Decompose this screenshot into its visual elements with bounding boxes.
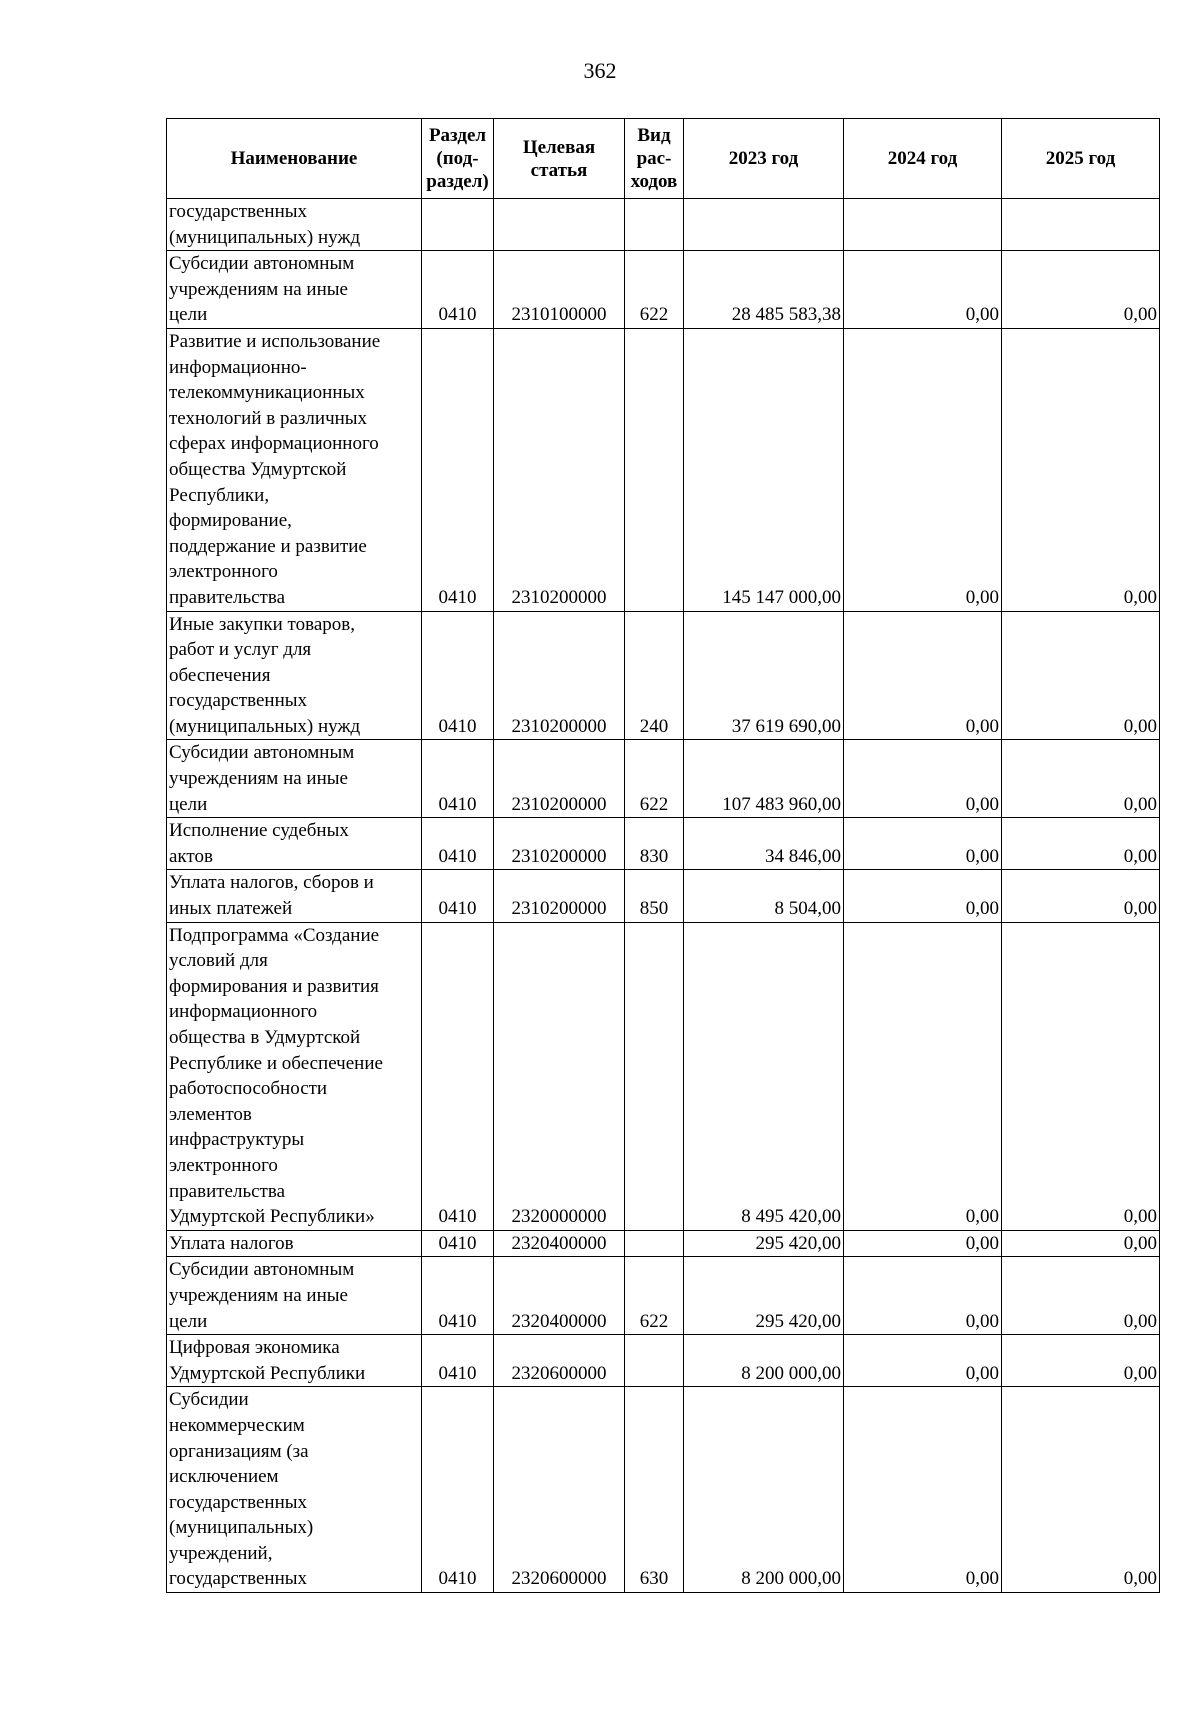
header-section: Раздел (под- раздел): [422, 119, 494, 199]
cell-2024: 0,00: [844, 1230, 1002, 1257]
cell-2025: 0,00: [1002, 818, 1160, 870]
table-row: [167, 1257, 1160, 1335]
cell-section: 0410: [422, 251, 494, 329]
cell-2025: 0,00: [1002, 251, 1160, 329]
header-2024: 2024 год: [844, 119, 1002, 199]
cell-kind: 850: [625, 870, 684, 922]
cell-section: 0410: [422, 1387, 494, 1593]
page-number: 362: [583, 58, 617, 83]
cell-2023: 37 619 690,00: [684, 611, 844, 740]
cell-section: 0410: [422, 870, 494, 922]
cell-name: Субсидии автономным учреждениям на иные цели: [167, 251, 422, 329]
cell-target: 2310100000: [494, 251, 625, 329]
cell-2023: 295 420,00: [684, 1257, 844, 1335]
table-row: [167, 328, 1160, 611]
cell-2023: 34 846,00: [684, 818, 844, 870]
cell-2024: 0,00: [844, 922, 1002, 1230]
cell-target: 2320400000: [494, 1230, 625, 1257]
cell-kind: [625, 922, 684, 1230]
cell-section: 0410: [422, 1335, 494, 1387]
cell-section: 0410: [422, 740, 494, 818]
cell-2025: 0,00: [1002, 740, 1160, 818]
cell-2023: 8 495 420,00: [684, 922, 844, 1230]
cell-2025: 0,00: [1002, 1257, 1160, 1335]
table-row: [167, 922, 1160, 1230]
cell-name: Субсидии автономным учреждениям на иные цели: [167, 1257, 422, 1335]
cell-2024: 0,00: [844, 870, 1002, 922]
table-row: [167, 199, 1160, 251]
cell-2024: [844, 199, 1002, 251]
table-row: [167, 251, 1160, 329]
table-row: [167, 1230, 1160, 1257]
cell-kind: 622: [625, 740, 684, 818]
header-2023: 2023 год: [684, 119, 844, 199]
table-row: [167, 818, 1160, 870]
cell-kind: 622: [625, 251, 684, 329]
cell-kind: 240: [625, 611, 684, 740]
cell-2023: 295 420,00: [684, 1230, 844, 1257]
cell-target: [494, 199, 625, 251]
cell-kind: [625, 1230, 684, 1257]
cell-name: Цифровая экономика Удмуртской Республики: [167, 1335, 422, 1387]
cell-section: 0410: [422, 1257, 494, 1335]
cell-2025: 0,00: [1002, 328, 1160, 611]
cell-2024: 0,00: [844, 611, 1002, 740]
header-2025: 2025 год: [1002, 119, 1160, 199]
cell-target: 2320000000: [494, 922, 625, 1230]
cell-target: 2310200000: [494, 818, 625, 870]
cell-2024: 0,00: [844, 818, 1002, 870]
cell-name: государственных (муниципальных) нужд: [167, 199, 422, 251]
cell-target: 2310200000: [494, 611, 625, 740]
cell-2025: 0,00: [1002, 870, 1160, 922]
cell-2023: 107 483 960,00: [684, 740, 844, 818]
cell-kind: 622: [625, 1257, 684, 1335]
cell-2025: 0,00: [1002, 611, 1160, 740]
table-row: [167, 870, 1160, 922]
cell-2023: 8 200 000,00: [684, 1335, 844, 1387]
table-header-row: [167, 119, 1160, 199]
cell-section: 0410: [422, 328, 494, 611]
cell-section: 0410: [422, 922, 494, 1230]
header-name: Наименование: [167, 119, 422, 199]
cell-name: Уплата налогов: [167, 1230, 422, 1257]
cell-kind: [625, 328, 684, 611]
cell-2025: 0,00: [1002, 1387, 1160, 1593]
cell-2025: [1002, 199, 1160, 251]
cell-2023: 8 504,00: [684, 870, 844, 922]
cell-name: Субсидии автономным учреждениям на иные цели: [167, 740, 422, 818]
cell-kind: [625, 1335, 684, 1387]
header-kind: Вид рас- ходов: [625, 119, 684, 199]
cell-kind: 630: [625, 1387, 684, 1593]
header-target: Целевая статья: [494, 119, 625, 199]
cell-section: 0410: [422, 611, 494, 740]
table-row: [167, 1335, 1160, 1387]
cell-2024: 0,00: [844, 740, 1002, 818]
cell-2023: [684, 199, 844, 251]
table-row: [167, 1387, 1160, 1593]
cell-name: Субсидии некоммерческим организациям (за исключением государственных (муниципальных) учреждений, государственных: [167, 1387, 422, 1593]
cell-target: 2310200000: [494, 740, 625, 818]
cell-name: Уплата налогов, сборов и иных платежей: [167, 870, 422, 922]
cell-kind: [625, 199, 684, 251]
cell-2024: 0,00: [844, 1335, 1002, 1387]
cell-2025: 0,00: [1002, 1230, 1160, 1257]
cell-2025: 0,00: [1002, 922, 1160, 1230]
cell-2023: 8 200 000,00: [684, 1387, 844, 1593]
cell-name: Развитие и использование информационно- телекоммуникационных технологий в различных сферах информационного общества Удмуртской Республики, формирование, поддержание и развитие электронного правительства: [167, 328, 422, 611]
cell-target: 2320400000: [494, 1257, 625, 1335]
cell-2023: 145 147 000,00: [684, 328, 844, 611]
cell-section: 0410: [422, 1230, 494, 1257]
cell-2024: 0,00: [844, 1387, 1002, 1593]
table-row: [167, 611, 1160, 740]
cell-2024: 0,00: [844, 1257, 1002, 1335]
cell-target: 2320600000: [494, 1335, 625, 1387]
cell-name: Иные закупки товаров, работ и услуг для обеспечения государственных (муниципальных) нужд: [167, 611, 422, 740]
cell-name: Исполнение судебных актов: [167, 818, 422, 870]
table-row: [167, 740, 1160, 818]
cell-section: [422, 199, 494, 251]
cell-name: Подпрограмма «Создание условий для формирования и развития информационного общества в Удмуртской Республике и обеспечение работоспособности элементов инфраструктуры электронного правительства Удмуртской Республики»: [167, 922, 422, 1230]
budget-table: [166, 118, 1160, 1593]
cell-target: 2310200000: [494, 870, 625, 922]
cell-2023: 28 485 583,38: [684, 251, 844, 329]
cell-kind: 830: [625, 818, 684, 870]
cell-2025: 0,00: [1002, 1335, 1160, 1387]
cell-section: 0410: [422, 818, 494, 870]
cell-2024: 0,00: [844, 251, 1002, 329]
cell-2024: 0,00: [844, 328, 1002, 611]
cell-target: 2310200000: [494, 328, 625, 611]
cell-target: 2320600000: [494, 1387, 625, 1593]
